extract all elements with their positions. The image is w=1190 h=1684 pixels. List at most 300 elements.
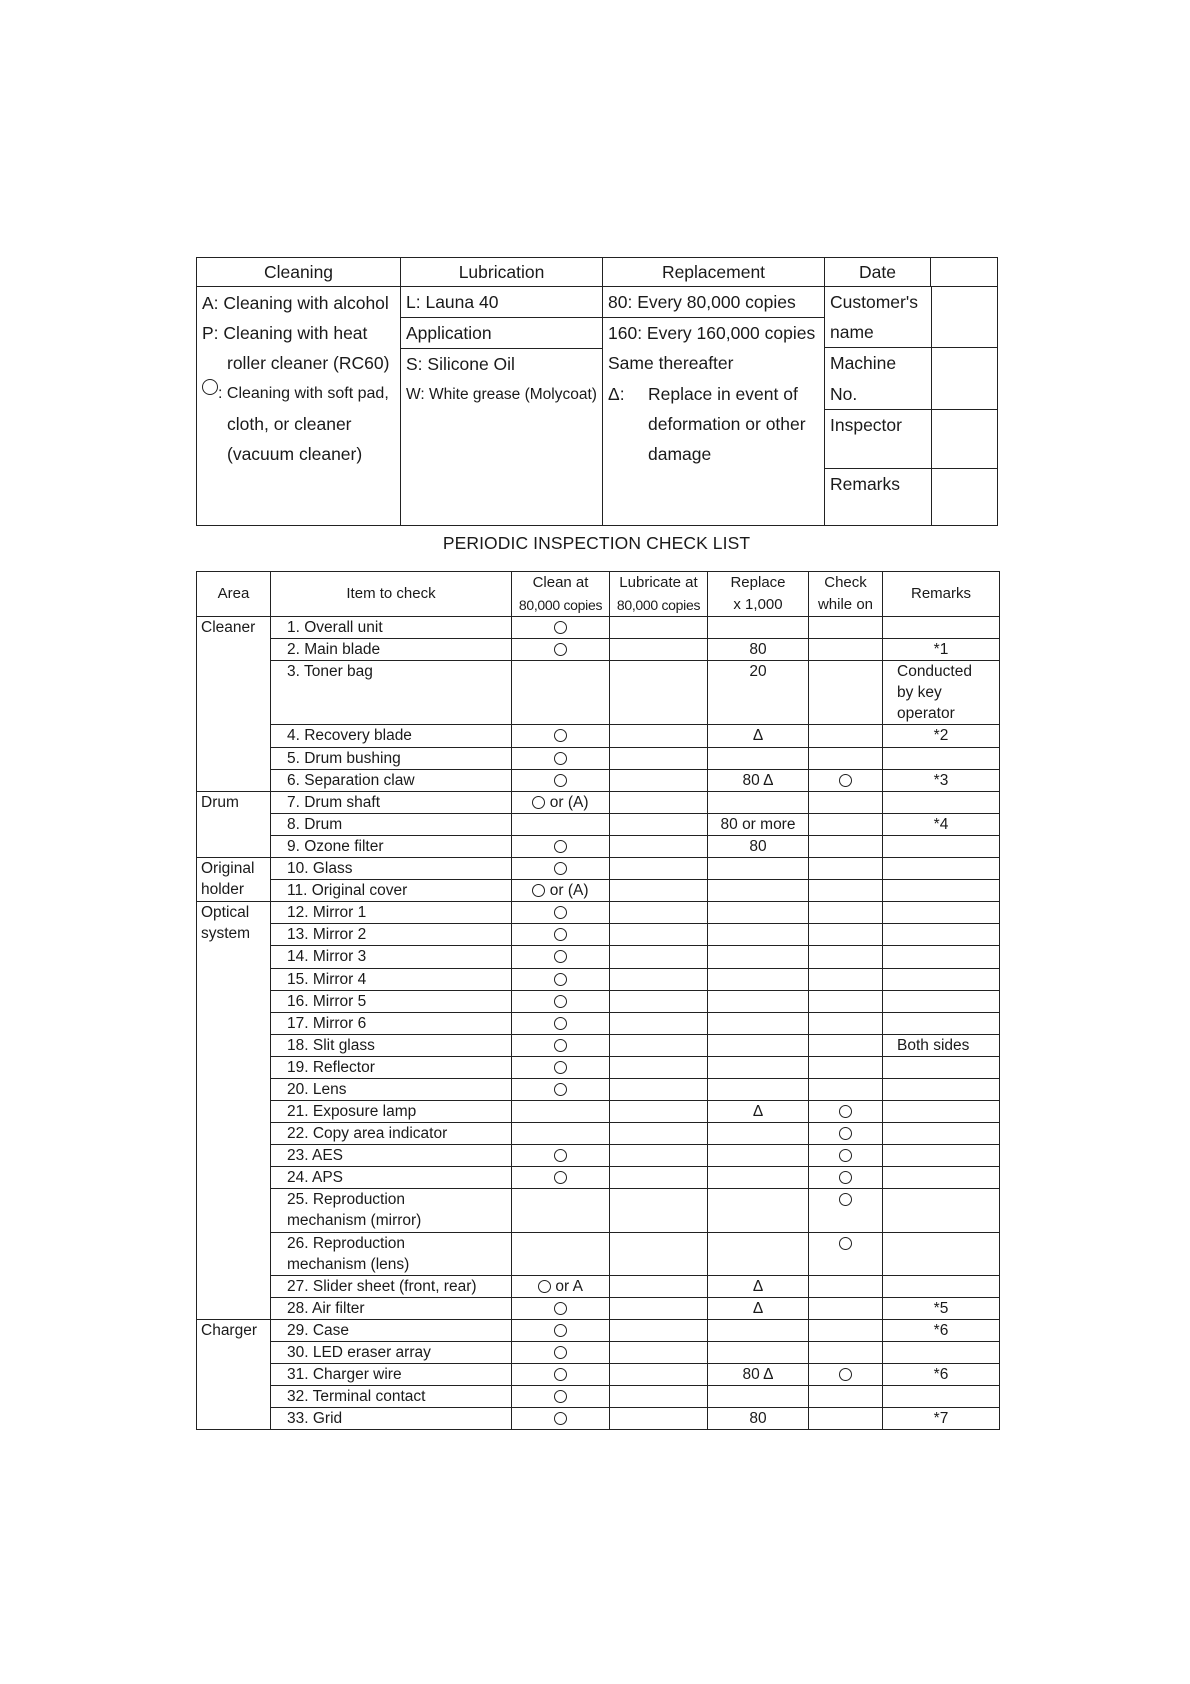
item-cell <box>271 1297 512 1319</box>
circle-mark-icon <box>532 796 545 809</box>
item-cell <box>271 769 512 791</box>
table-row <box>197 813 1000 835</box>
clean-cell <box>512 1275 610 1297</box>
header-item: Item to check <box>271 572 512 617</box>
remarks-cell <box>883 1386 1000 1408</box>
clean-cell <box>512 880 610 902</box>
clean-cell <box>512 1145 610 1167</box>
table-row <box>197 858 1000 880</box>
item-cell <box>271 1078 512 1100</box>
area-cell <box>197 791 271 857</box>
replace-cell <box>708 791 809 813</box>
circle-mark-icon <box>554 774 567 787</box>
item-label: 1. Overall unit <box>287 619 383 636</box>
checklist-header-row <box>197 572 1000 617</box>
check-cell <box>809 1297 883 1319</box>
check-cell <box>809 639 883 661</box>
area-cell <box>197 858 271 902</box>
lubricate-cell <box>610 769 708 791</box>
replacement-text: Replace in event of <box>648 383 798 404</box>
area-label: Drum <box>201 793 239 811</box>
lubricate-cell <box>610 990 708 1012</box>
remarks-cell <box>883 725 1000 747</box>
clean-cell <box>512 1167 610 1189</box>
remarks-cell <box>883 661 1000 725</box>
replace-cell-text: 80 <box>749 1410 767 1428</box>
inspector-label: Inspector <box>825 409 931 468</box>
remarks-cell <box>883 639 1000 661</box>
circle-mark-icon <box>554 1039 567 1052</box>
item-cell <box>271 1034 512 1056</box>
check-cell <box>809 1275 883 1297</box>
remarks-cell <box>883 791 1000 813</box>
legend-replacement-cell <box>603 287 825 526</box>
replace-cell-text: 80 or more <box>720 815 796 833</box>
circle-mark-icon <box>839 1105 852 1118</box>
table-row <box>197 946 1000 968</box>
replace-cell <box>708 902 809 924</box>
lubricate-cell <box>610 791 708 813</box>
replace-cell-text: 80 <box>749 641 767 659</box>
item-label: 20. Lens <box>287 1080 347 1098</box>
replace-cell <box>708 968 809 990</box>
item-label: 26. Reproduction mechanism (lens) <box>287 1234 410 1273</box>
lubricate-cell <box>610 1167 708 1189</box>
checklist-table <box>196 571 1000 1430</box>
circle-mark-icon <box>554 1171 567 1184</box>
circle-mark-icon <box>554 729 567 742</box>
replace-cell <box>708 924 809 946</box>
table-row <box>197 1275 1000 1297</box>
clean-cell <box>512 1364 610 1386</box>
replace-cell <box>708 1167 809 1189</box>
replacement-text: deformation or other <box>648 413 806 434</box>
item-label: 6. Separation claw <box>287 771 415 789</box>
cleaning-codes <box>197 287 400 469</box>
clean-cell-text: or (A) <box>545 793 589 811</box>
clean-cell <box>512 1056 610 1078</box>
check-cell <box>809 858 883 880</box>
clean-cell <box>512 1034 610 1056</box>
item-cell <box>271 1364 512 1386</box>
item-label: 33. Grid <box>287 1410 343 1428</box>
replace-cell <box>708 617 809 639</box>
lubricate-cell <box>610 617 708 639</box>
clean-cell <box>512 1342 610 1364</box>
circle-mark-icon <box>554 928 567 941</box>
replace-cell <box>708 1408 809 1430</box>
item-cell <box>271 617 512 639</box>
check-cell <box>809 1408 883 1430</box>
clean-cell <box>512 1320 610 1342</box>
item-cell <box>271 924 512 946</box>
replace-cell <box>708 1189 809 1232</box>
replacement-same: Same thereafter <box>608 353 734 374</box>
circle-mark-icon <box>554 862 567 875</box>
replace-cell <box>708 858 809 880</box>
item-label: 2. Main blade <box>287 641 381 659</box>
machine-no-value[interactable] <box>931 348 998 409</box>
header-lubricate: Lubricate at 80,000 copies <box>610 572 708 617</box>
table-row <box>197 1232 1000 1275</box>
check-cell <box>809 946 883 968</box>
clean-cell <box>512 858 610 880</box>
replace-cell <box>708 661 809 725</box>
replace-cell-text: Δ <box>752 1103 764 1121</box>
remarks-text: *3 <box>933 771 949 789</box>
replace-cell-text: 80 Δ <box>742 771 774 789</box>
clean-cell <box>512 1078 610 1100</box>
item-label: 32. Terminal contact <box>287 1388 426 1406</box>
check-cell <box>809 1034 883 1056</box>
table-row <box>197 1297 1000 1319</box>
table-row <box>197 990 1000 1012</box>
remarks-text: *2 <box>933 727 949 745</box>
circle-mark-icon <box>839 1237 852 1250</box>
item-cell <box>271 1167 512 1189</box>
remarks-cell <box>883 1078 1000 1100</box>
remarks-label: Remarks <box>825 468 931 525</box>
clean-cell <box>512 1101 610 1123</box>
item-cell <box>271 1275 512 1297</box>
check-cell <box>809 835 883 857</box>
item-cell <box>271 791 512 813</box>
lubricate-cell <box>610 1189 708 1232</box>
table-row <box>197 968 1000 990</box>
legend-table <box>196 257 998 526</box>
lubricate-cell <box>610 858 708 880</box>
remarks-text: *7 <box>933 1410 949 1428</box>
lubricate-cell <box>610 1012 708 1034</box>
table-row <box>197 924 1000 946</box>
item-label: 12. Mirror 1 <box>287 904 367 922</box>
check-cell <box>809 1342 883 1364</box>
lubricate-cell <box>610 1232 708 1275</box>
circle-mark-icon <box>538 1280 551 1293</box>
table-row <box>197 1012 1000 1034</box>
replace-cell <box>708 946 809 968</box>
check-cell <box>809 1364 883 1386</box>
item-cell <box>271 639 512 661</box>
item-label: 16. Mirror 5 <box>287 992 367 1010</box>
clean-cell <box>512 661 610 725</box>
lubricate-cell <box>610 968 708 990</box>
clean-cell <box>512 968 610 990</box>
circle-mark-icon <box>554 840 567 853</box>
replace-cell <box>708 835 809 857</box>
item-label: 7. Drum shaft <box>287 793 381 811</box>
item-cell <box>271 990 512 1012</box>
clean-cell <box>512 617 610 639</box>
item-label: 31. Charger wire <box>287 1366 402 1384</box>
item-label: 11. Original cover <box>287 882 408 900</box>
table-row <box>197 1078 1000 1100</box>
lubricate-cell <box>610 1320 708 1342</box>
item-label: 29. Case <box>287 1322 350 1340</box>
table-row <box>197 1342 1000 1364</box>
circle-mark-icon <box>554 973 567 986</box>
circle-symbol-icon <box>202 379 218 395</box>
clean-cell <box>512 725 610 747</box>
lubricate-cell <box>610 725 708 747</box>
table-row <box>197 1123 1000 1145</box>
area-cell <box>197 902 271 1320</box>
circle-mark-icon <box>554 643 567 656</box>
check-cell <box>809 1078 883 1100</box>
remarks-cell <box>883 747 1000 769</box>
table-row <box>197 880 1000 902</box>
remarks-cell <box>883 835 1000 857</box>
replace-cell-text: 80 <box>749 837 767 855</box>
clean-cell <box>512 835 610 857</box>
remarks-cell <box>883 1012 1000 1034</box>
table-row <box>197 835 1000 857</box>
circle-mark-icon <box>554 1412 567 1425</box>
legend-header-date: Date <box>825 258 931 287</box>
machine-no-label: Machine No. <box>825 348 931 409</box>
replace-cell <box>708 1012 809 1034</box>
check-cell <box>809 1101 883 1123</box>
table-row <box>197 661 1000 725</box>
remarks-cell <box>883 858 1000 880</box>
header-replace: Replace x 1,000 <box>708 572 809 617</box>
area-cell <box>197 617 271 792</box>
remarks-value[interactable] <box>931 468 998 525</box>
cleaning-text: Cleaning with alcohol <box>223 293 389 313</box>
check-cell <box>809 661 883 725</box>
circle-mark-icon <box>554 1149 567 1162</box>
remarks-cell <box>883 946 1000 968</box>
inspector-value[interactable] <box>931 409 998 468</box>
table-row <box>197 1189 1000 1232</box>
item-cell <box>271 813 512 835</box>
lubricate-cell <box>610 1342 708 1364</box>
remarks-cell <box>883 924 1000 946</box>
item-cell <box>271 1232 512 1275</box>
check-cell <box>809 1189 883 1232</box>
legend-header-date-value <box>931 258 998 287</box>
lubricate-cell <box>610 835 708 857</box>
remarks-cell <box>883 1101 1000 1123</box>
remarks-cell <box>883 990 1000 1012</box>
remarks-cell <box>883 1232 1000 1275</box>
check-cell <box>809 1320 883 1342</box>
circle-mark-icon <box>839 1149 852 1162</box>
table-row <box>197 1364 1000 1386</box>
check-cell <box>809 769 883 791</box>
check-cell <box>809 990 883 1012</box>
check-cell <box>809 1145 883 1167</box>
replace-cell-text: Δ <box>752 727 764 745</box>
clean-cell <box>512 1232 610 1275</box>
remarks-cell <box>883 617 1000 639</box>
item-cell <box>271 1123 512 1145</box>
table-row <box>197 1145 1000 1167</box>
clean-cell-text: or (A) <box>545 882 589 900</box>
replace-cell <box>708 1275 809 1297</box>
item-cell <box>271 1145 512 1167</box>
replace-cell <box>708 1320 809 1342</box>
item-label: 23. AES <box>287 1147 344 1165</box>
clean-cell <box>512 1189 610 1232</box>
remarks-text: *1 <box>933 641 949 659</box>
replace-cell <box>708 1364 809 1386</box>
lubricate-cell <box>610 1297 708 1319</box>
check-cell <box>809 924 883 946</box>
area-label: Cleaner <box>201 619 256 636</box>
lubricate-cell <box>610 639 708 661</box>
legend-header-row <box>197 258 998 287</box>
customer-name-value[interactable] <box>931 287 998 348</box>
item-label: 3. Toner bag <box>287 663 373 681</box>
cleaning-line-circle: : Cleaning with soft pad, <box>202 379 395 409</box>
lubricate-cell <box>610 1034 708 1056</box>
circle-mark-icon <box>554 1390 567 1403</box>
remarks-cell <box>883 769 1000 791</box>
item-label: 5. Drum bushing <box>287 749 401 767</box>
replace-cell <box>708 1232 809 1275</box>
clean-cell <box>512 769 610 791</box>
clean-cell <box>512 813 610 835</box>
lubrication-l: L: Launa 40 <box>401 287 602 318</box>
circle-mark-icon <box>554 1302 567 1315</box>
clean-cell <box>512 946 610 968</box>
circle-mark-icon <box>554 752 567 765</box>
item-cell <box>271 835 512 857</box>
cleaning-line-a <box>202 288 395 318</box>
item-label: 25. Reproduction mechanism (mirror) <box>287 1191 422 1230</box>
clean-cell <box>512 1123 610 1145</box>
table-row <box>197 617 1000 639</box>
lubricate-cell <box>610 1056 708 1078</box>
replace-cell-text: 20 <box>749 663 767 681</box>
cleaning-line-p <box>202 318 395 348</box>
circle-mark-icon <box>839 1171 852 1184</box>
table-row <box>197 725 1000 747</box>
triangle-symbol-icon: Δ: <box>608 383 625 404</box>
item-label: 22. Copy area indicator <box>287 1125 448 1143</box>
item-cell <box>271 1056 512 1078</box>
lubricate-cell <box>610 1101 708 1123</box>
remarks-cell <box>883 1189 1000 1232</box>
replacement-triangle-line <box>603 379 824 409</box>
lubricate-cell <box>610 813 708 835</box>
item-label: 28. Air filter <box>287 1299 365 1317</box>
cleaning-text: roller cleaner (RC60) <box>227 353 390 374</box>
item-cell <box>271 725 512 747</box>
item-cell <box>271 1386 512 1408</box>
check-cell <box>809 902 883 924</box>
replace-cell <box>708 725 809 747</box>
check-cell <box>809 1232 883 1275</box>
remarks-text: *4 <box>933 815 949 833</box>
item-label: 24. APS <box>287 1169 344 1187</box>
legend-header-cleaning: Cleaning <box>197 258 401 287</box>
item-label: 30. LED eraser array <box>287 1344 431 1362</box>
circle-mark-icon <box>554 621 567 634</box>
check-cell <box>809 880 883 902</box>
lubricate-cell <box>610 1408 708 1430</box>
lubrication-application: Application <box>401 318 602 349</box>
remarks-cell <box>883 1167 1000 1189</box>
item-cell <box>271 1189 512 1232</box>
replace-cell-text: 80 Δ <box>742 1366 774 1384</box>
circle-mark-icon <box>532 884 545 897</box>
table-row <box>197 1101 1000 1123</box>
checklist-body <box>197 617 1000 1430</box>
circle-mark-icon <box>839 1368 852 1381</box>
replace-cell <box>708 990 809 1012</box>
legend-lubrication-cell <box>401 287 603 526</box>
replace-cell <box>708 813 809 835</box>
circle-mark-icon <box>554 1083 567 1096</box>
legend-header-replacement: Replacement <box>603 258 825 287</box>
date-subtable <box>825 287 998 525</box>
table-row <box>197 769 1000 791</box>
table-row <box>197 1034 1000 1056</box>
replacement-80: 80: Every 80,000 copies <box>608 292 796 312</box>
area-cell <box>197 1320 271 1430</box>
check-cell <box>809 813 883 835</box>
remarks-text: *6 <box>933 1322 949 1340</box>
item-label: 14. Mirror 3 <box>287 948 367 966</box>
replace-cell <box>708 1056 809 1078</box>
remarks-cell <box>883 902 1000 924</box>
table-row <box>197 1056 1000 1078</box>
check-cell <box>809 617 883 639</box>
replace-cell <box>708 1342 809 1364</box>
item-label: 17. Mirror 6 <box>287 1014 367 1032</box>
replacement-160: 160: Every 160,000 copies <box>603 317 824 348</box>
clean-cell <box>512 990 610 1012</box>
legend-body-row <box>197 287 998 526</box>
header-clean: Clean at 80,000 copies <box>512 572 610 617</box>
replace-cell <box>708 1101 809 1123</box>
circle-mark-icon <box>839 774 852 787</box>
item-cell <box>271 968 512 990</box>
item-label: 27. Slider sheet (front, rear) <box>287 1277 477 1295</box>
remarks-cell <box>883 1342 1000 1364</box>
circle-mark-icon <box>839 1127 852 1140</box>
lubricate-cell <box>610 902 708 924</box>
table-row <box>197 902 1000 924</box>
item-cell <box>271 1320 512 1342</box>
lubricate-cell <box>610 1145 708 1167</box>
header-remarks: Remarks <box>883 572 1000 617</box>
legend-date-cell <box>825 287 998 526</box>
remarks-text: *5 <box>933 1299 949 1317</box>
check-cell <box>809 968 883 990</box>
lubrication-w: W: White grease (Molycoat) <box>406 385 597 403</box>
check-cell <box>809 747 883 769</box>
remarks-text: Both sides <box>897 1036 970 1054</box>
cleaning-text: (vacuum cleaner) <box>227 444 363 465</box>
clean-cell <box>512 924 610 946</box>
customer-name-label: Customer's name <box>825 287 931 348</box>
item-cell <box>271 1342 512 1364</box>
table-row <box>197 1386 1000 1408</box>
remarks-cell <box>883 1297 1000 1319</box>
item-label: 15. Mirror 4 <box>287 970 367 988</box>
remarks-cell <box>883 1034 1000 1056</box>
area-label: Original holder <box>201 860 255 899</box>
lubricate-cell <box>610 1386 708 1408</box>
cleaning-code: P: <box>202 323 219 344</box>
item-cell <box>271 1408 512 1430</box>
area-label: Optical system <box>201 904 251 943</box>
replace-cell-text: Δ <box>752 1299 764 1317</box>
page-title: PERIODIC INSPECTION CHECK LIST <box>442 533 751 553</box>
